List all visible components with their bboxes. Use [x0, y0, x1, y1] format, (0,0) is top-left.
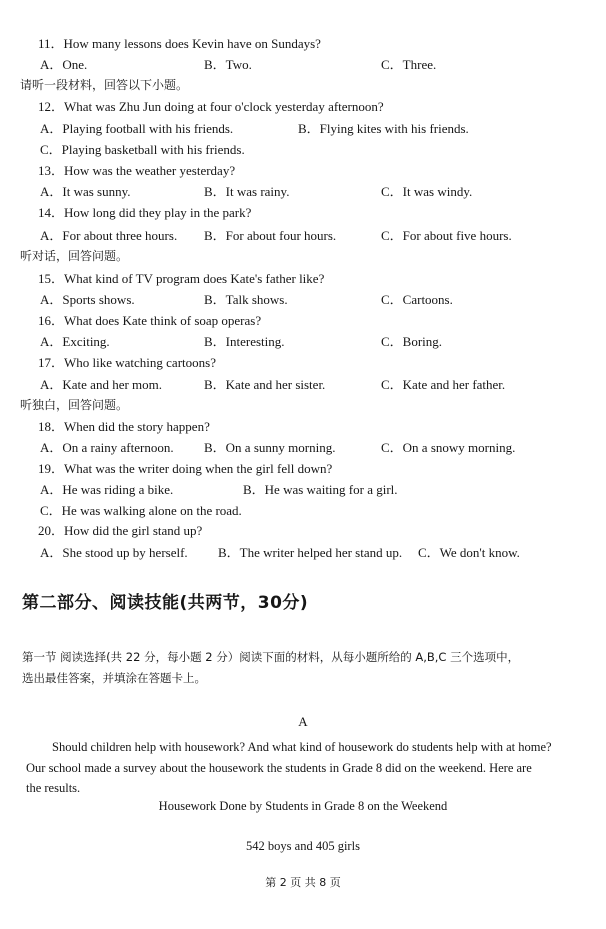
q20-option-a: A．She stood up by herself.	[40, 545, 188, 560]
q18-option-c: C．On a snowy morning.	[381, 440, 516, 455]
q19-option-a: A．He was riding a bike.	[40, 482, 174, 497]
passage-line-1: Should children help with housework? And what kind of housework do students help with at home?	[52, 740, 552, 754]
q14-option-b: B．For about four hours.	[204, 228, 337, 243]
q12-option-a: A．Playing football with his friends.	[40, 121, 234, 136]
q14-option-a: A．For about three hours.	[40, 228, 178, 243]
listening-instruction-1: 请听一段材料，回答以下小题。	[20, 78, 189, 92]
q18-option-b: B．On a sunny morning.	[204, 440, 336, 455]
section1-instruction-line1: 第一节 阅读选择(共 22 分，每小题 2 分）阅读下面的材料，从每小题所给的 A,B,C 三个选项中，	[22, 650, 520, 664]
q13-option-b: B．It was rainy.	[204, 184, 290, 199]
part2-heading: 第二部分、阅读技能(共两节，30分)	[22, 593, 309, 613]
q20-option-c: C．We don't know.	[418, 545, 520, 560]
page-footer: 第 2 页 共 8 页	[265, 876, 341, 889]
q13-option-a: A．It was sunny.	[40, 184, 131, 199]
q18-option-a: A．On a rainy afternoon.	[40, 440, 174, 455]
question-14: 14．How long did they play in the park?	[38, 205, 252, 220]
question-20: 20．How did the girl stand up?	[38, 523, 203, 538]
q20-option-b: B．The writer helped her stand up.	[218, 545, 403, 560]
question-15: 15．What kind of TV program does Kate's father like?	[38, 271, 325, 286]
passage-label: A	[298, 714, 308, 729]
q17-option-c: C．Kate and her father.	[381, 377, 506, 392]
q19-option-b: B．He was waiting for a girl.	[243, 482, 398, 497]
passage-line-2: Our school made a survey about the housework the students in Grade 8 did on the weekend. Here are	[26, 761, 532, 775]
listening-instruction-3: 听独白，回答问题。	[20, 398, 129, 412]
question-19: 19．What was the writer doing when the girl fell down?	[38, 461, 333, 476]
q11-option-c: C．Three.	[381, 57, 437, 72]
q13-option-c: C．It was windy.	[381, 184, 473, 199]
q17-option-b: B．Kate and her sister.	[204, 377, 326, 392]
q16-option-c: C．Boring.	[381, 334, 443, 349]
question-11: 11．How many lessons does Kevin have on Sundays?	[38, 36, 321, 51]
q16-option-a: A．Exciting.	[40, 334, 110, 349]
q11-option-a: A．One.	[40, 57, 88, 72]
q15-option-c: C．Cartoons.	[381, 292, 453, 307]
section1-instruction-line2: 选出最佳答案，并填涂在答题卡上。	[22, 671, 206, 685]
q12-option-b: B．Flying kites with his friends.	[298, 121, 469, 136]
q19-option-c: C．He was walking alone on the road.	[40, 503, 242, 518]
survey-count: 542 boys and 405 girls	[246, 839, 360, 853]
question-17: 17．Who like watching cartoons?	[38, 355, 216, 370]
q11-option-b: B．Two.	[204, 57, 252, 72]
q12-option-c: C．Playing basketball with his friends.	[40, 142, 245, 157]
question-13: 13．How was the weather yesterday?	[38, 163, 236, 178]
passage-line-3: the results.	[26, 781, 81, 795]
q14-option-c: C．For about five hours.	[381, 228, 512, 243]
question-16: 16．What does Kate think of soap operas?	[38, 313, 262, 328]
q17-option-a: A．Kate and her mom.	[40, 377, 163, 392]
q16-option-b: B．Interesting.	[204, 334, 285, 349]
question-12: 12．What was Zhu Jun doing at four o'clock yesterday afternoon?	[38, 99, 384, 114]
q15-option-b: B．Talk shows.	[204, 292, 288, 307]
table-title: Housework Done by Students in Grade 8 on the Weekend	[158, 799, 448, 813]
listening-instruction-2: 听对话，回答问题。	[20, 249, 129, 263]
question-18: 18．When did the story happen?	[38, 419, 210, 434]
q15-option-a: A．Sports shows.	[40, 292, 135, 307]
